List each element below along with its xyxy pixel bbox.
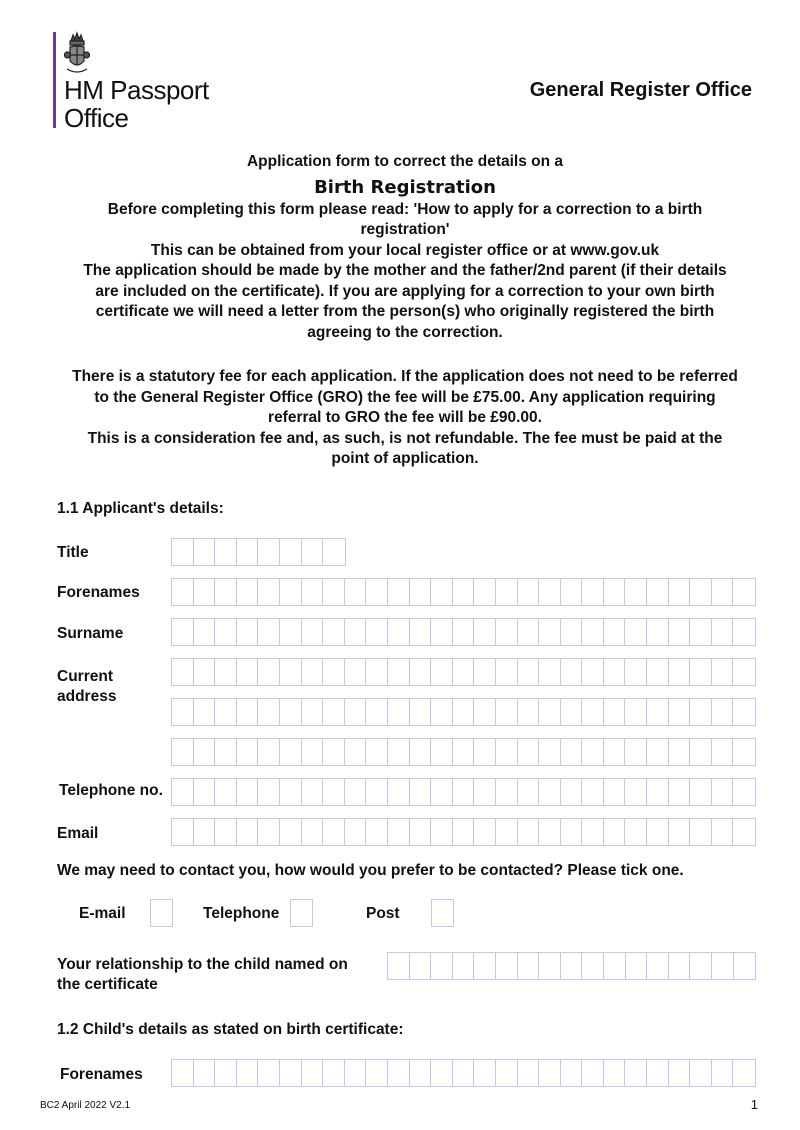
character-box[interactable] — [258, 819, 280, 845]
character-box[interactable] — [410, 819, 432, 845]
character-box[interactable] — [194, 579, 216, 605]
character-box[interactable] — [215, 779, 237, 805]
royal-crest-icon — [64, 31, 90, 75]
fee-line-4: This is a consideration fee and, as such, is not refundable. The fee must be paid at the — [87, 429, 723, 447]
character-box[interactable] — [215, 699, 237, 725]
relationship-input[interactable] — [387, 952, 756, 980]
character-box[interactable] — [690, 739, 712, 765]
character-box[interactable] — [215, 739, 237, 765]
character-box[interactable] — [366, 819, 388, 845]
character-box[interactable] — [453, 953, 475, 979]
character-box[interactable] — [604, 1060, 626, 1086]
relationship-label-line-2: the certificate — [57, 976, 158, 993]
character-box[interactable] — [302, 579, 324, 605]
character-box[interactable] — [215, 659, 237, 685]
character-box[interactable] — [539, 739, 561, 765]
character-box[interactable] — [410, 699, 432, 725]
character-box[interactable] — [172, 659, 194, 685]
character-box[interactable] — [410, 619, 432, 645]
character-box[interactable] — [258, 779, 280, 805]
character-box[interactable] — [215, 1060, 237, 1086]
character-box[interactable] — [496, 619, 518, 645]
character-box[interactable] — [625, 779, 647, 805]
character-box[interactable] — [302, 699, 324, 725]
character-box[interactable] — [194, 659, 216, 685]
fee-line-1: There is a statutory fee for each application. If the application does not need to be referred — [72, 368, 738, 385]
character-box[interactable] — [366, 1060, 388, 1086]
character-box[interactable] — [647, 579, 669, 605]
character-box[interactable] — [669, 953, 691, 979]
character-box[interactable] — [323, 739, 345, 765]
form-title: Birth Registration — [314, 176, 496, 198]
character-box[interactable] — [582, 819, 604, 845]
character-box[interactable] — [194, 779, 216, 805]
character-box[interactable] — [431, 1060, 453, 1086]
character-box[interactable] — [669, 619, 691, 645]
character-box[interactable] — [604, 953, 626, 979]
character-box[interactable] — [280, 619, 302, 645]
character-box[interactable] — [172, 739, 194, 765]
character-box[interactable] — [280, 659, 302, 685]
character-box[interactable] — [323, 819, 345, 845]
character-box[interactable] — [474, 1060, 496, 1086]
character-box[interactable] — [388, 953, 410, 979]
character-box[interactable] — [194, 539, 216, 565]
character-box[interactable] — [366, 579, 388, 605]
character-box[interactable] — [518, 659, 540, 685]
character-box[interactable] — [345, 779, 367, 805]
character-box[interactable] — [258, 1060, 280, 1086]
logo-line-1: HM Passport — [64, 75, 209, 105]
character-box[interactable] — [518, 953, 540, 979]
character-box[interactable] — [669, 659, 691, 685]
character-box[interactable] — [712, 659, 734, 685]
character-box[interactable] — [496, 779, 518, 805]
character-box[interactable] — [258, 539, 280, 565]
intro-block — [40, 152, 770, 343]
relationship-label-line-1: Your relationship to the child named on — [57, 956, 348, 973]
character-box[interactable] — [518, 819, 540, 845]
character-box[interactable] — [647, 953, 669, 979]
department-title: General Register Office — [529, 79, 752, 101]
character-box[interactable] — [323, 539, 345, 565]
character-box[interactable] — [690, 699, 712, 725]
character-box[interactable] — [453, 659, 475, 685]
applicant-paragraph-line-2: are included on the certificate). If you are applying for a correction to your own birth — [95, 282, 715, 300]
character-box[interactable] — [237, 699, 259, 725]
character-box[interactable] — [474, 819, 496, 845]
character-box[interactable] — [561, 699, 583, 725]
character-box[interactable] — [561, 1060, 583, 1086]
character-box[interactable] — [734, 953, 756, 979]
address-input-line-3[interactable] — [171, 738, 756, 766]
character-box[interactable] — [625, 699, 647, 725]
character-box[interactable] — [539, 819, 561, 845]
title-label: Title — [57, 544, 89, 561]
fee-block — [40, 367, 770, 470]
fee-line-2: to the General Register Office (GRO) the fee will be £75.00. Any application requiring — [94, 388, 716, 406]
character-box[interactable] — [215, 539, 237, 565]
character-box[interactable] — [172, 779, 194, 805]
character-box[interactable] — [258, 579, 280, 605]
character-box[interactable] — [582, 659, 604, 685]
character-box[interactable] — [323, 619, 345, 645]
character-box[interactable] — [518, 1060, 540, 1086]
form-subtitle: Application form to correct the details on a — [246, 153, 564, 170]
character-box[interactable] — [474, 779, 496, 805]
character-box[interactable] — [582, 739, 604, 765]
email-input[interactable] — [171, 818, 756, 846]
character-box[interactable] — [280, 579, 302, 605]
character-box[interactable] — [690, 1060, 712, 1086]
surname-label: Surname — [57, 625, 124, 642]
applicant-paragraph-line-4: agreeing to the correction. — [307, 323, 503, 341]
character-box[interactable] — [215, 819, 237, 845]
character-box[interactable] — [431, 579, 453, 605]
character-box[interactable] — [410, 1060, 432, 1086]
character-box[interactable] — [237, 779, 259, 805]
character-box[interactable] — [518, 779, 540, 805]
character-box[interactable] — [582, 953, 604, 979]
character-box[interactable] — [302, 1060, 324, 1086]
character-box[interactable] — [410, 659, 432, 685]
character-box[interactable] — [302, 539, 324, 565]
character-box[interactable] — [345, 579, 367, 605]
character-box[interactable] — [323, 1060, 345, 1086]
character-box[interactable] — [345, 739, 367, 765]
obtain-instruction: This can be obtained from your local register office or at www.gov.uk — [150, 241, 660, 259]
character-box[interactable] — [345, 819, 367, 845]
character-box[interactable] — [388, 619, 410, 645]
character-box[interactable] — [626, 953, 648, 979]
character-box[interactable] — [388, 779, 410, 805]
address-label-line-2: address — [57, 688, 117, 705]
character-box[interactable] — [237, 579, 259, 605]
character-box[interactable] — [712, 819, 734, 845]
character-box[interactable] — [690, 779, 712, 805]
character-box[interactable] — [302, 819, 324, 845]
character-box[interactable] — [323, 579, 345, 605]
character-box[interactable] — [302, 619, 324, 645]
character-box[interactable] — [647, 619, 669, 645]
character-box[interactable] — [733, 659, 755, 685]
character-box[interactable] — [453, 1060, 475, 1086]
character-box[interactable] — [237, 819, 259, 845]
character-box[interactable] — [496, 659, 518, 685]
character-box[interactable] — [302, 779, 324, 805]
character-box[interactable] — [518, 739, 540, 765]
contact-option-post-label: Post — [366, 905, 400, 922]
character-box[interactable] — [561, 619, 583, 645]
character-box[interactable] — [345, 699, 367, 725]
character-box[interactable] — [604, 659, 626, 685]
character-box[interactable] — [366, 699, 388, 725]
character-box[interactable] — [690, 659, 712, 685]
character-box[interactable] — [561, 953, 583, 979]
child-forenames-input[interactable] — [171, 1059, 756, 1087]
character-box[interactable] — [496, 953, 518, 979]
character-box[interactable] — [215, 579, 237, 605]
character-box[interactable] — [561, 739, 583, 765]
character-box[interactable] — [172, 699, 194, 725]
character-box[interactable] — [474, 953, 496, 979]
logo-wordmark — [64, 76, 209, 132]
character-box[interactable] — [625, 579, 647, 605]
character-box[interactable] — [237, 659, 259, 685]
address-input-line-2[interactable] — [171, 698, 756, 726]
character-box[interactable] — [388, 819, 410, 845]
character-box[interactable] — [366, 779, 388, 805]
character-box[interactable] — [733, 619, 755, 645]
character-box[interactable] — [669, 739, 691, 765]
character-box[interactable] — [366, 739, 388, 765]
character-box[interactable] — [539, 699, 561, 725]
character-box[interactable] — [410, 579, 432, 605]
character-box[interactable] — [625, 739, 647, 765]
character-box[interactable] — [712, 739, 734, 765]
character-box[interactable] — [323, 659, 345, 685]
character-box[interactable] — [453, 779, 475, 805]
character-box[interactable] — [431, 699, 453, 725]
character-box[interactable] — [366, 659, 388, 685]
child-details-heading: 1.2 Child's details as stated on birth certificate: — [57, 1021, 404, 1038]
character-box[interactable] — [258, 739, 280, 765]
telephone-input[interactable] — [171, 778, 756, 806]
read-instruction-line-2: registration' — [360, 221, 450, 238]
surname-input[interactable] — [171, 618, 756, 646]
character-box[interactable] — [496, 739, 518, 765]
logo-line-2: Office — [64, 103, 129, 133]
character-box[interactable] — [215, 619, 237, 645]
character-box[interactable] — [172, 1060, 194, 1086]
character-box[interactable] — [280, 699, 302, 725]
character-box[interactable] — [582, 619, 604, 645]
character-box[interactable] — [712, 1060, 734, 1086]
form-code: BC2 April 2022 V2.1 — [40, 1100, 131, 1111]
character-box[interactable] — [345, 1060, 367, 1086]
character-box[interactable] — [561, 779, 583, 805]
character-box[interactable] — [366, 619, 388, 645]
character-box[interactable] — [669, 1060, 691, 1086]
character-box[interactable] — [172, 619, 194, 645]
character-box[interactable] — [323, 699, 345, 725]
character-box[interactable] — [431, 659, 453, 685]
telephone-label: Telephone no. — [59, 782, 163, 799]
character-box[interactable] — [604, 619, 626, 645]
character-box[interactable] — [496, 699, 518, 725]
character-box[interactable] — [453, 619, 475, 645]
character-box[interactable] — [518, 619, 540, 645]
page-number: 1 — [750, 1097, 758, 1112]
character-box[interactable] — [496, 819, 518, 845]
character-box[interactable] — [647, 739, 669, 765]
character-box[interactable] — [712, 953, 734, 979]
character-box[interactable] — [733, 779, 755, 805]
character-box[interactable] — [539, 579, 561, 605]
character-box[interactable] — [625, 619, 647, 645]
character-box[interactable] — [237, 619, 259, 645]
character-box[interactable] — [453, 579, 475, 605]
character-box[interactable] — [453, 819, 475, 845]
character-box[interactable] — [474, 739, 496, 765]
applicant-paragraph-line-1: The application should be made by the mother and the father/2nd parent (if their details — [83, 262, 727, 279]
fee-line-5: point of application. — [331, 450, 479, 467]
character-box[interactable] — [194, 739, 216, 765]
character-box[interactable] — [712, 619, 734, 645]
character-box[interactable] — [539, 619, 561, 645]
character-box[interactable] — [431, 819, 453, 845]
character-box[interactable] — [474, 579, 496, 605]
character-box[interactable] — [604, 779, 626, 805]
character-box[interactable] — [388, 1060, 410, 1086]
contact-post-checkbox[interactable] — [431, 899, 454, 927]
contact-telephone-checkbox[interactable] — [290, 899, 313, 927]
character-box[interactable] — [194, 699, 216, 725]
character-box[interactable] — [345, 619, 367, 645]
character-box[interactable] — [431, 779, 453, 805]
character-box[interactable] — [669, 699, 691, 725]
character-box[interactable] — [237, 739, 259, 765]
character-box[interactable] — [172, 539, 194, 565]
character-box[interactable] — [323, 779, 345, 805]
character-box[interactable] — [496, 1060, 518, 1086]
character-box[interactable] — [733, 739, 755, 765]
character-box[interactable] — [388, 579, 410, 605]
character-box[interactable] — [258, 659, 280, 685]
character-box[interactable] — [496, 579, 518, 605]
character-box[interactable] — [582, 579, 604, 605]
address-label — [57, 667, 116, 707]
character-box[interactable] — [733, 819, 755, 845]
character-box[interactable] — [172, 579, 194, 605]
character-box[interactable] — [647, 819, 669, 845]
character-box[interactable] — [669, 579, 691, 605]
character-box[interactable] — [431, 953, 453, 979]
character-box[interactable] — [582, 779, 604, 805]
character-box[interactable] — [474, 659, 496, 685]
character-box[interactable] — [518, 579, 540, 605]
character-box[interactable] — [194, 619, 216, 645]
character-box[interactable] — [733, 1060, 755, 1086]
character-box[interactable] — [582, 699, 604, 725]
read-instruction-line-1: Before completing this form please read: 'How to apply for a correction to a birth — [107, 200, 703, 218]
logo-bar — [53, 32, 56, 128]
character-box[interactable] — [431, 619, 453, 645]
address-input-line-1[interactable] — [171, 658, 756, 686]
relationship-label — [57, 955, 348, 995]
character-box[interactable] — [453, 699, 475, 725]
character-box[interactable] — [690, 953, 712, 979]
character-box[interactable] — [561, 819, 583, 845]
email-label: Email — [57, 825, 99, 842]
character-box[interactable] — [280, 819, 302, 845]
character-box[interactable] — [712, 699, 734, 725]
character-box[interactable] — [388, 659, 410, 685]
contact-email-checkbox[interactable] — [150, 899, 173, 927]
character-box[interactable] — [733, 579, 755, 605]
character-box[interactable] — [604, 579, 626, 605]
character-box[interactable] — [280, 539, 302, 565]
character-box[interactable] — [280, 1060, 302, 1086]
title-input[interactable] — [171, 538, 346, 566]
character-box[interactable] — [669, 779, 691, 805]
character-box[interactable] — [388, 739, 410, 765]
character-box[interactable] — [237, 1060, 259, 1086]
character-box[interactable] — [172, 819, 194, 845]
character-box[interactable] — [690, 819, 712, 845]
character-box[interactable] — [647, 699, 669, 725]
character-box[interactable] — [194, 819, 216, 845]
contact-option-telephone-label: Telephone — [203, 905, 280, 922]
character-box[interactable] — [625, 819, 647, 845]
character-box[interactable] — [690, 619, 712, 645]
character-box[interactable] — [604, 819, 626, 845]
character-box[interactable] — [474, 619, 496, 645]
character-box[interactable] — [712, 779, 734, 805]
address-label-line-1: Current — [57, 668, 113, 685]
character-box[interactable] — [258, 699, 280, 725]
character-box[interactable] — [431, 739, 453, 765]
contact-option-email-label: E-mail — [79, 905, 126, 922]
character-box[interactable] — [474, 699, 496, 725]
character-box[interactable] — [258, 619, 280, 645]
character-box[interactable] — [388, 699, 410, 725]
character-box[interactable] — [194, 1060, 216, 1086]
forenames-label: Forenames — [57, 584, 140, 601]
character-box[interactable] — [453, 739, 475, 765]
character-box[interactable] — [410, 739, 432, 765]
character-box[interactable] — [302, 739, 324, 765]
character-box[interactable] — [518, 699, 540, 725]
character-box[interactable] — [712, 579, 734, 605]
character-box[interactable] — [647, 1060, 669, 1086]
character-box[interactable] — [539, 953, 561, 979]
applicant-paragraph-line-3: certificate we will need a letter from the person(s) who originally registered the birth — [95, 303, 715, 320]
fee-line-3: referral to GRO the fee will be £90.00. — [268, 409, 542, 426]
character-box[interactable] — [280, 739, 302, 765]
character-box[interactable] — [733, 699, 755, 725]
child-forenames-label: Forenames — [60, 1066, 143, 1083]
character-box[interactable] — [561, 579, 583, 605]
character-box[interactable] — [410, 953, 432, 979]
applicant-details-heading: 1.1 Applicant's details: — [57, 500, 224, 517]
character-box[interactable] — [647, 779, 669, 805]
character-box[interactable] — [561, 659, 583, 685]
character-box[interactable] — [604, 739, 626, 765]
character-box[interactable] — [410, 779, 432, 805]
character-box[interactable] — [582, 1060, 604, 1086]
character-box[interactable] — [647, 659, 669, 685]
character-box[interactable] — [625, 659, 647, 685]
character-box[interactable] — [539, 1060, 561, 1086]
contact-preference-question: We may need to contact you, how would you prefer to be contacted? Please tick one. — [57, 862, 684, 879]
character-box[interactable] — [625, 1060, 647, 1086]
character-box[interactable] — [539, 779, 561, 805]
character-box[interactable] — [280, 779, 302, 805]
character-box[interactable] — [669, 819, 691, 845]
character-box[interactable] — [604, 699, 626, 725]
character-box[interactable] — [237, 539, 259, 565]
character-box[interactable] — [539, 659, 561, 685]
character-box[interactable] — [302, 659, 324, 685]
character-box[interactable] — [345, 659, 367, 685]
character-box[interactable] — [690, 579, 712, 605]
forenames-input[interactable] — [171, 578, 756, 606]
